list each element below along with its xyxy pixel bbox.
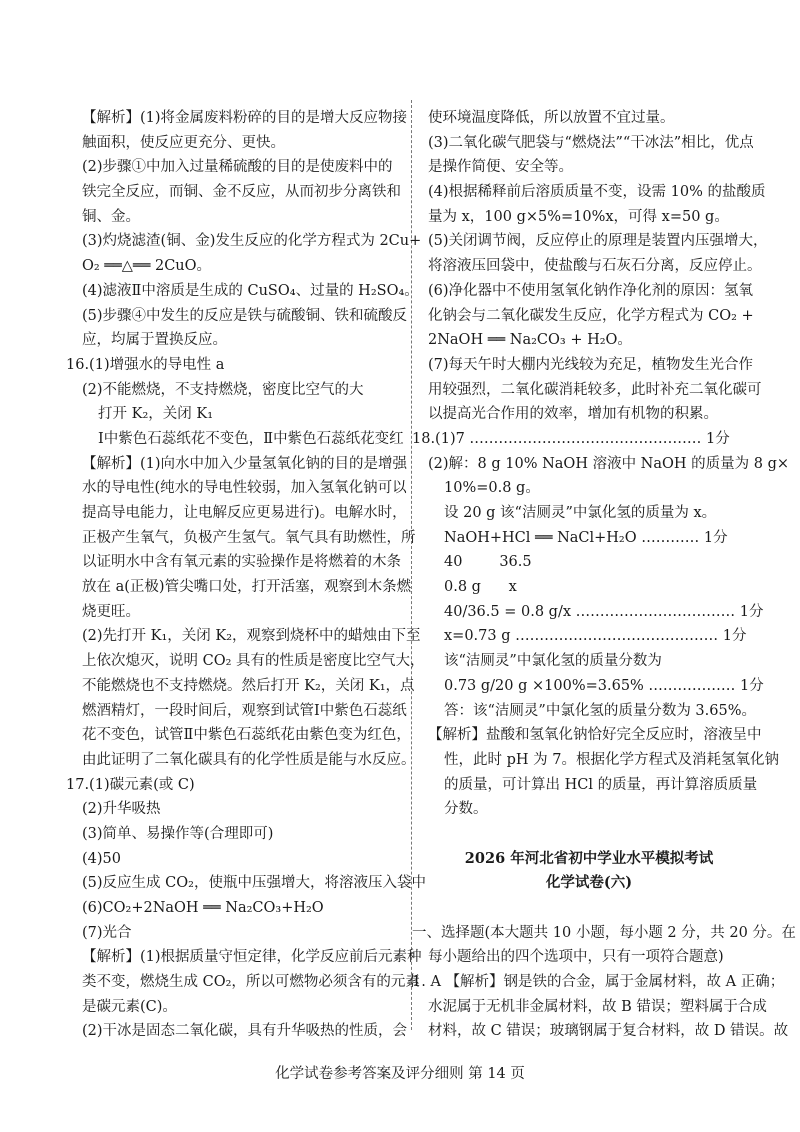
- page-footer: 化学试卷参考答案及评分细则 第 14 页: [275, 1066, 525, 1082]
- equation-line: O₂ ══△══ 2CuO。: [82, 258, 212, 275]
- text-line: 量为 x，100 g×5%=10%x，可得 x=50 g。: [428, 208, 729, 225]
- calc-line: 40 36.5: [444, 554, 532, 571]
- text-line: (2)干冰是固态二氧化碳，具有升华吸热的性质，会: [82, 1023, 408, 1040]
- text-line: 设 20 g 该“洁厕灵”中氯化氢的质量为 x。: [444, 505, 717, 521]
- text-line: (3)灼烧滤渣(铜、金)发生反应的化学方程式为 2Cu+: [82, 233, 422, 250]
- text-line: (6)净化器中不使用氢氧化钠作净化剂的原因：氢氧: [428, 282, 754, 299]
- text-line: 水的导电性(纯水的导电性较弱，加入氢氧化钠可以: [82, 480, 407, 497]
- text-line: 将溶液压回袋中，使盐酸与石灰石分离，反应停止。: [428, 258, 762, 275]
- equation-line: 2NaOH ══ Na₂CO₃ + H₂O。: [428, 332, 632, 349]
- text-line: 该“洁厕灵”中氯化氢的质量分数为: [444, 653, 662, 670]
- text-line: (7)每天午时大棚内光线较为充足，植物发生光合作: [428, 356, 754, 373]
- text-line: 分数。: [444, 801, 488, 818]
- text-line: 【解析】(1)将金属废料粉碎的目的是增大反应物接: [82, 110, 408, 126]
- text-line: (2)升华吸热: [82, 801, 161, 818]
- text-line: 由此证明了二氧化碳具有的化学性质是能与水反应。: [82, 751, 416, 768]
- equation-line: NaOH+HCl ══ NaCl+H₂O ………… 1分: [444, 529, 728, 546]
- text-line: (2)不能燃烧，不支持燃烧，密度比空气的大: [82, 381, 364, 398]
- question-1-answer: 1. A 【解析】钢是铁的合金，属于金属材料，故 A 正确；: [412, 974, 785, 991]
- section-heading: 一、选择题(本大题共 10 小题，每小题 2 分，共 20 分。在: [412, 924, 796, 941]
- exam-title: 2026 年河北省初中学业水平模拟考试: [464, 849, 714, 867]
- equation-line: (6)CO₂+2NaOH ══ Na₂CO₃+H₂O: [82, 900, 324, 916]
- text-line: 铜、金。: [82, 208, 140, 225]
- text-line: 性，此时 pH 为 7。根据化学方程式及消耗氢氧化钠: [444, 751, 779, 768]
- text-line: 【解析】盐酸和氢氧化钠恰好完全反应时，溶液呈中: [428, 727, 762, 744]
- text-line: 铁完全反应，而铜、金不反应，从而初步分离铁和: [82, 184, 401, 201]
- text-line: (4)根据稀释前后溶质质量不变，设需 10% 的盐酸质: [428, 184, 766, 201]
- text-line: 燃酒精灯，一段时间后，观察到试管Ⅰ中紫色石蕊纸: [82, 702, 407, 719]
- text-line: (2)步骤①中加入过量稀硫酸的目的是使废料中的: [82, 159, 393, 176]
- text-line: 以证明水中含有氧元素的实验操作是将燃着的木条: [82, 554, 401, 571]
- text-line: 的质量，可计算出 HCl 的质量，再计算溶质质量: [444, 776, 758, 793]
- text-line: 不能燃烧也不支持燃烧。然后打开 K₂，关闭 K₁，点: [82, 677, 415, 694]
- calc-line: 0.8 g x: [444, 579, 517, 596]
- text-line: 【解析】(1)向水中加入少量氢氧化钠的目的是增强: [82, 455, 408, 472]
- text-line: 放在 a(正极)管尖嘴口处，打开活塞，观察到木条燃: [82, 579, 412, 596]
- text-line: 以提高光合作用的效率，增加有机物的积累。: [428, 406, 718, 423]
- right-column: [412, 106, 796, 1044]
- text-line: (3)简单、易操作等(合理即可): [82, 825, 274, 842]
- text-line: (2)先打开 K₁，关闭 K₂，观察到烧杯中的蜡烛由下至: [82, 628, 421, 645]
- text-line: 使环境温度降低，所以放置不宜过量。: [428, 110, 675, 126]
- text-line: 上依次熄灭，说明 CO₂ 具有的性质是密度比空气大，: [82, 653, 425, 670]
- text-line: 类不变，燃烧生成 CO₂，所以可燃物必须含有的元素: [82, 974, 420, 991]
- text-line: 用较强烈，二氧化碳消耗较多，此时补充二氧化碳可: [428, 381, 762, 398]
- section-heading: 每小题给出的四个选项中，只有一项符合题意): [428, 949, 724, 966]
- text-line: (5)关闭调节阀，反应停止的原理是装置内压强增大，: [428, 233, 768, 250]
- text-line: 材料，故 C 错误；玻璃钢属于复合材料，故 D 错误。故: [428, 1023, 789, 1040]
- question-17-answer: 17.(1)碳元素(或 C): [66, 776, 195, 793]
- text-line: (5)反应生成 CO₂，使瓶中压强增大，将溶液压入袋中: [82, 875, 426, 892]
- text-line: 10%=0.8 g。: [444, 480, 540, 497]
- text-line: Ⅰ中紫色石蕊纸花不变色，Ⅱ中紫色石蕊纸花变红: [98, 430, 404, 447]
- question-18-answer: 18.(1)7 ………………………………………… 1分: [412, 430, 730, 447]
- text-line: 触面积，使反应更充分、更快。: [82, 134, 285, 151]
- question-16-answer: 16.(1)增强水的导电性 a: [66, 356, 225, 373]
- text-line: (4)滤液Ⅱ中溶质是生成的 CuSO₄、过量的 H₂SO₄。: [82, 282, 419, 299]
- calc-line: x=0.73 g …………………………………… 1分: [444, 628, 747, 645]
- exam-subtitle: 化学试卷(六): [545, 874, 633, 892]
- text-line: 是操作简便、安全等。: [428, 159, 573, 176]
- calc-line: 0.73 g/20 g ×100%=3.65% ……………… 1分: [444, 677, 764, 694]
- spacer-line: [428, 896, 750, 921]
- text-line: 应，均属于置换反应。: [82, 332, 227, 349]
- answer-line: 答：该“洁厕灵”中氯化氢的质量分数为 3.65%。: [444, 702, 756, 719]
- spacer-line: [428, 822, 750, 847]
- text-line: (7)光合: [82, 924, 132, 941]
- text-line: 是碳元素(C)。: [82, 998, 177, 1015]
- proportion-line: 40/36.5 = 0.8 g/x …………………………… 1分: [444, 603, 764, 620]
- text-line: (5)步骤④中发生的反应是铁与硫酸铜、铁和硫酸反: [82, 307, 408, 324]
- text-line: 水泥属于无机非金属材料，故 B 错误；塑料属于合成: [428, 998, 767, 1015]
- text-line: 花不变色，试管Ⅱ中紫色石蕊纸花由紫色变为红色，: [82, 727, 411, 744]
- text-line: 化钠会与二氧化碳发生反应，化学方程式为 CO₂ +: [428, 307, 754, 324]
- text-line: (3)二氧化碳气肥袋与“燃烧法”“干冰法”相比，优点: [428, 134, 754, 151]
- text-line: 【解析】(1)根据质量守恒定律，化学反应前后元素种: [82, 949, 422, 966]
- text-line: 打开 K₂，关闭 K₁: [98, 406, 214, 423]
- text-line: (2)解：8 g 10% NaOH 溶液中 NaOH 的质量为 8 g×: [428, 455, 790, 472]
- text-line: (4)50: [82, 850, 121, 867]
- text-line: 提高导电能力，让电解反应更易进行)。电解水时，: [82, 505, 407, 521]
- text-line: 烧更旺。: [82, 603, 140, 620]
- left-column: [66, 106, 426, 1044]
- text-line: 正极产生氧气，负极产生氢气。氧气具有助燃性，所: [82, 529, 416, 546]
